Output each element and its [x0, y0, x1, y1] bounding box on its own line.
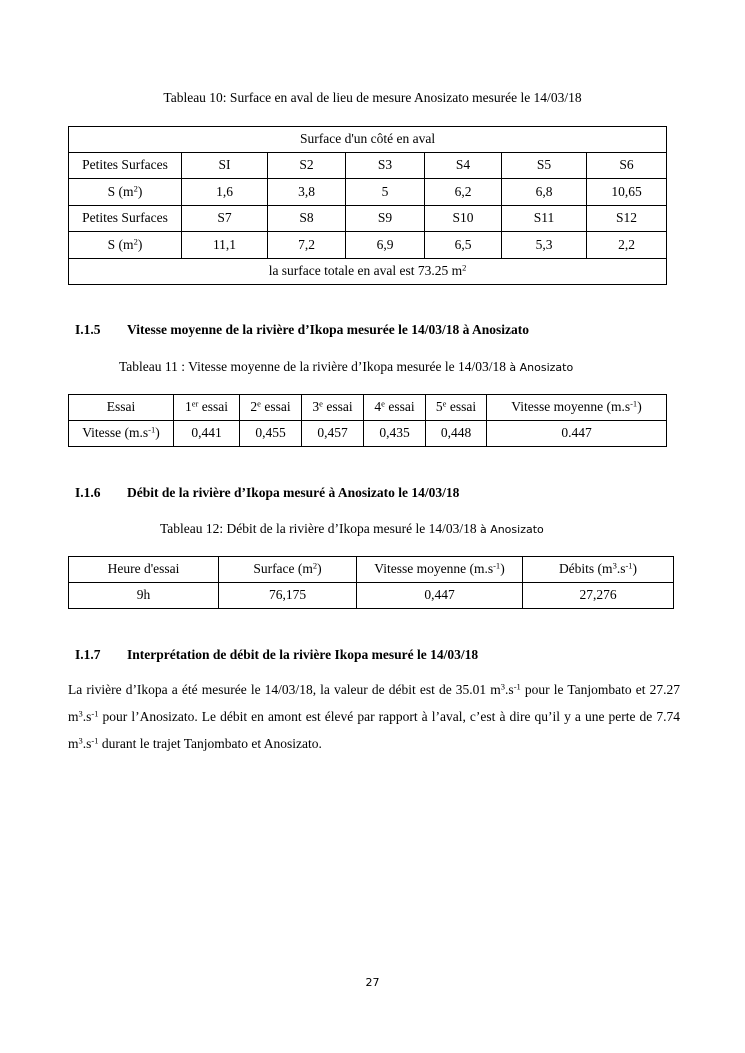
table-cell: 0,441 [174, 421, 240, 447]
table-cell: 5 [346, 179, 425, 206]
row-label: S $(m^2)$ [69, 232, 182, 259]
header-surface: Surface $(m^2)$ [219, 557, 357, 583]
table-row [69, 583, 674, 609]
table-cell: 0,448 [426, 421, 487, 447]
row-label: S $(m^2)$ [69, 179, 182, 206]
table-cell: S4 [425, 153, 502, 179]
table11 [68, 394, 667, 447]
table-cell: 0,455 [240, 421, 302, 447]
section-title: Interprétation de débit de la rivière Ikopa mesuré le 14/03/18 [127, 647, 479, 662]
table-cell: S11 [502, 206, 587, 232]
table10 [68, 126, 667, 285]
row-label: Vitesse $(m.s^{-1})$ [69, 421, 174, 447]
header-essai: Essai [69, 395, 174, 421]
header-heure: Heure d'essai [69, 557, 219, 583]
table-cell: 7,2 [268, 232, 346, 259]
row-label: Petites Surfaces [69, 153, 182, 179]
table-cell: 2,2 [587, 232, 667, 259]
header-essai-1: 1er essai [174, 395, 240, 421]
table10-caption: Tableau 10: Surface en aval de lieu de mesure Anosizato mesurée le 14/03/18 [163, 90, 582, 105]
table-cell: 0,447 [357, 583, 523, 609]
section-heading-117 [75, 647, 478, 663]
table-cell: 6,8 [502, 179, 587, 206]
table-row [69, 179, 667, 206]
table-cell: S12 [587, 206, 667, 232]
section-heading-115 [75, 322, 529, 338]
header-essai-2: 2e essai [240, 395, 302, 421]
table-cell: S9 [346, 206, 425, 232]
table-cell: S6 [587, 153, 667, 179]
table-cell: S3 [346, 153, 425, 179]
table-header-row [69, 395, 667, 421]
table-cell: 6,9 [346, 232, 425, 259]
table-cell: 0.447 [487, 421, 667, 447]
table-row [69, 421, 667, 447]
table-row [69, 206, 667, 232]
table-cell: 76,175 [219, 583, 357, 609]
table-cell: 9h [69, 583, 219, 609]
table-row [69, 153, 667, 179]
table-cell: S2 [268, 153, 346, 179]
section-number: I.1.6 [75, 485, 101, 500]
section-title: Vitesse moyenne de la rivière d’Ikopa mesurée le 14/03/18 à Anosizato [127, 322, 529, 337]
interpretation-paragraph: La rivière d’Ikopa a été mesurée le 14/03/18, la valeur de débit est de 35.01 $m^3.s^{-1}$ pour le Tanjombato et 27.27 $m^3.s^{-1}$ pour l’Anosizato. Le débit en amont est élevé par rapport à l’aval, c’est à dire qu’il y a une perte de 7.74 $m^3.s^{-1}$ durant le trajet Tanjombato et Anosizato. [68, 681, 680, 751]
table-cell: S7 [182, 206, 268, 232]
table-cell: SI [182, 153, 268, 179]
table-cell: S8 [268, 206, 346, 232]
section-number: I.1.5 [75, 322, 101, 337]
table-cell: 3,8 [268, 179, 346, 206]
table-cell: 6,2 [425, 179, 502, 206]
table12-caption: Tableau 12: Débit de la rivière d’Ikopa mesuré le 14/03/18 à Anosizato [160, 521, 544, 536]
table10-footer: la surface totale en aval est 73.25 $m^2$ [69, 259, 667, 285]
section-number: I.1.7 [75, 647, 101, 662]
header-debits: Débits $(m^3.s^{-1})$ [523, 557, 674, 583]
table-row [69, 232, 667, 259]
header-vitesse: Vitesse moyenne $(m.s^{-1})$ [357, 557, 523, 583]
table11-caption: Tableau 11 : Vitesse moyenne de la rivière d’Ikopa mesurée le 14/03/18 à Anosizato [119, 359, 574, 374]
table-cell: 11,1 [182, 232, 268, 259]
table10-header: Surface d'un côté en aval [69, 127, 667, 153]
table-cell: S10 [425, 206, 502, 232]
table-cell: 0,457 [302, 421, 364, 447]
table-cell: 27,276 [523, 583, 674, 609]
table-cell: 10,65 [587, 179, 667, 206]
table-cell: S5 [502, 153, 587, 179]
table-cell: 1,6 [182, 179, 268, 206]
header-essai-4: 4e essai [364, 395, 426, 421]
table-cell: 6,5 [425, 232, 502, 259]
table12 [68, 556, 674, 609]
table-cell: 5,3 [502, 232, 587, 259]
table-cell: 0,435 [364, 421, 426, 447]
table-header-row [69, 557, 674, 583]
header-vitesse-moyenne: Vitesse moyenne $(m.s^{-1})$ [487, 395, 667, 421]
section-heading-116 [75, 485, 459, 501]
page-number: 27 [365, 976, 380, 989]
header-essai-5: 5e essai [426, 395, 487, 421]
section-title: Débit de la rivière d’Ikopa mesuré à Anosizato le 14/03/18 [127, 485, 460, 500]
row-label: Petites Surfaces [69, 206, 182, 232]
header-essai-3: 3e essai [302, 395, 364, 421]
